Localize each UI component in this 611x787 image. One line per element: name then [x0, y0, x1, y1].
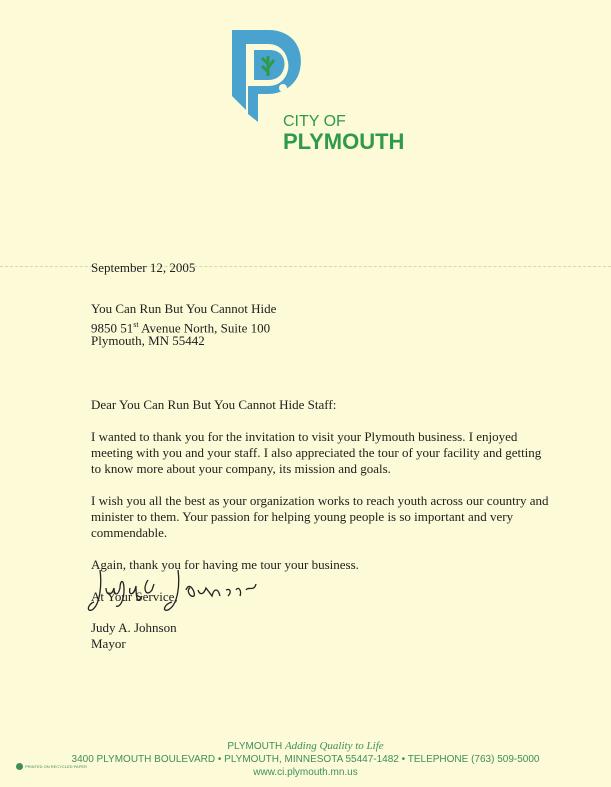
recycled-text: PRINTED ON RECYCLED PAPER	[25, 764, 87, 769]
salutation: Dear You Can Run But You Cannot Hide Staff:	[91, 397, 337, 412]
paragraph-line: Again, thank you for having me tour your business.	[91, 557, 359, 572]
paragraph-line: minister to them. Your passion for helping young people is so important and very	[91, 509, 514, 524]
letterhead-line2: PLYMOUTH	[283, 129, 405, 154]
address-suffix: st	[133, 320, 139, 329]
letterhead-line1: CITY OF	[283, 113, 346, 130]
recipient-name: You Can Run But You Cannot Hide	[91, 301, 277, 316]
footer-tagline-text: Adding Quality to Life	[284, 740, 384, 752]
recycle-icon	[16, 763, 23, 770]
address-street: Avenue North, Suite 100	[138, 320, 271, 336]
footer-address: 3400 PLYMOUTH BOULEVARD • PLYMOUTH, MINNESOTA 55447-1482 • TELEPHONE (763) 509-5000	[71, 754, 540, 765]
city-of-plymouth-logo	[228, 26, 308, 126]
paragraph-line: I wanted to thank you for the invitation to visit your Plymouth business. I enjoyed	[91, 429, 518, 444]
paragraph-line: meeting with you and your staff. I also appreciated the tour of your facility and getting	[91, 445, 542, 460]
address-number: 9850 51	[91, 320, 134, 336]
footer-brand: PLYMOUTH	[227, 741, 283, 752]
footer-website[interactable]: www.ci.plymouth.mn.us	[253, 767, 358, 778]
closing: At Your Service,	[91, 589, 178, 604]
handwritten-signature	[86, 560, 266, 620]
recipient-city: Plymouth, MN 55442	[91, 333, 205, 348]
paragraph-line: commendable.	[91, 525, 168, 540]
footer-tagline	[0, 740, 611, 752]
paragraph-line: I wish you all the best as your organization works to reach youth across our country and	[91, 493, 549, 508]
letterhead-title	[283, 114, 404, 153]
signer-title: Mayor	[91, 636, 126, 651]
paragraph-line: to know more about your company, its mission and goals.	[91, 461, 391, 476]
signer-name: Judy A. Johnson	[91, 620, 177, 635]
recycled-paper-note	[16, 763, 87, 770]
letter-date: September 12, 2005	[91, 260, 196, 275]
